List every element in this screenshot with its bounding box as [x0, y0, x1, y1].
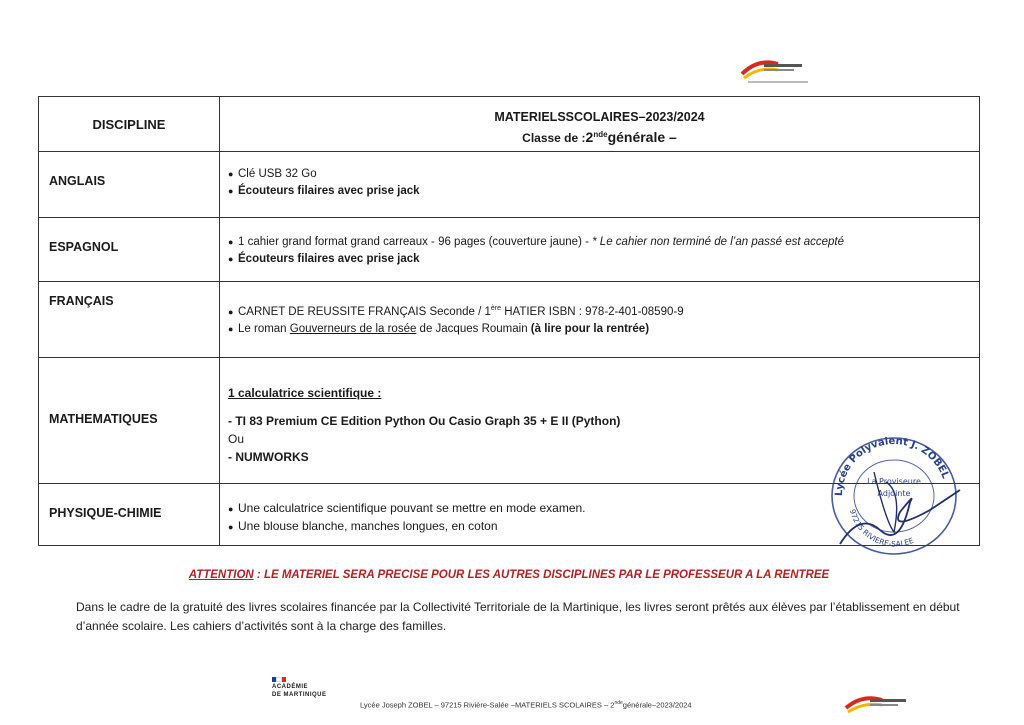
list-item	[228, 251, 971, 268]
info-paragraph: Dans le cadre de la gratuité des livres scolaires financée par la Collectivité Territoriale de la Martinique, les livres seront prêtés aux élèves par l’établissement en début d’année scolaire. Les cahiers d’activités sont à la charge des familles.	[76, 600, 960, 633]
school-logo-icon	[738, 52, 818, 88]
classe-prefix: Classe de :	[522, 130, 586, 145]
academie-line-1: ACADÉMIE	[272, 684, 309, 690]
discipline-label: ESPAGNOL	[49, 240, 119, 254]
academie-logo	[272, 677, 327, 698]
item-text: Écouteurs filaires avec prise jack	[238, 253, 420, 265]
stamp-inner-1: La Proviseure	[867, 477, 921, 486]
bullet-icon: ●	[228, 522, 234, 532]
bullet-icon: ●	[228, 237, 234, 247]
book-title: Gouverneurs de la rosée	[289, 322, 417, 335]
table-header-row	[39, 97, 980, 152]
attention-label: ATTENTION	[188, 569, 254, 581]
list-item	[228, 300, 971, 321]
academie-line-2: DE MARTINIQUE	[272, 692, 327, 698]
bullet-icon: ●	[228, 186, 234, 196]
maths-or: Ou	[228, 432, 245, 446]
attention-notice	[38, 569, 980, 581]
item-text: 1 cahier grand format grand carreaux - 96 pages (couverture jaune) -	[238, 236, 589, 248]
items-cell	[220, 152, 980, 218]
item-text: Une blouse blanche, manches longues, en coton	[238, 519, 498, 533]
bullet-icon: ●	[228, 254, 234, 264]
item-text: CARNET DE REUSSITE FRANÇAIS Seconde / 1	[238, 305, 491, 318]
discipline-name	[39, 218, 220, 282]
footer-sup: nde	[614, 700, 623, 706]
discipline-name	[39, 358, 220, 484]
bullet-icon: ●	[228, 504, 234, 514]
footer-year: générale–2023/2024	[622, 700, 692, 710]
maths-option-2: - NUMWORKS	[228, 450, 309, 464]
items-cell	[220, 282, 980, 358]
attention-text: : LE MATERIEL SERA PRECISE POUR LES AUTRES DISCIPLINES PAR LE PROFESSEUR A LA RENTREE	[253, 569, 830, 581]
stamp-inner-2: Adjointe	[877, 489, 911, 498]
item-author: de Jacques Roumain	[416, 322, 531, 335]
stamp-bottom-text: 97215 RIVIERE-SALEE	[847, 508, 915, 549]
item-text: Clé USB 32 Go	[238, 168, 317, 180]
classe-line	[220, 129, 979, 145]
list-item	[228, 234, 971, 251]
item-text: Écouteurs filaires avec prise jack	[238, 185, 420, 197]
french-flag-icon	[272, 677, 286, 682]
list-item	[228, 321, 971, 338]
discipline-label: FRANÇAIS	[49, 294, 114, 308]
discipline-label: ANGLAIS	[49, 174, 106, 188]
table-row-espagnol	[39, 218, 980, 282]
discipline-label: PHYSIQUE-CHIMIE	[49, 506, 162, 520]
item-isbn: HATIER ISBN : 978-2-401-08590-9	[501, 305, 684, 318]
school-stamp-icon	[820, 432, 968, 558]
discipline-name	[39, 152, 220, 218]
title-cell	[220, 97, 980, 152]
item-text: Le roman	[238, 322, 290, 335]
classe-name: générale –	[607, 128, 677, 145]
bullet-icon: ●	[228, 306, 234, 317]
item-note: * Le cahier non terminé de l’an passé est accepté	[592, 236, 845, 248]
item-sup: ère	[490, 305, 501, 312]
list-item	[228, 183, 971, 200]
discipline-name	[39, 484, 220, 546]
table-row-francais	[39, 282, 980, 358]
stamp-ring-text: Lycée Polyvalent J. ZOBEL	[833, 435, 951, 497]
list-item	[228, 166, 971, 183]
classe-num: 2	[585, 128, 594, 145]
item-text: Une calculatrice scientifique pouvant se mettre en mode examen.	[238, 501, 586, 515]
items-cell	[220, 218, 980, 282]
bullet-icon: ●	[228, 323, 234, 334]
footer-text: Lycée Joseph ZOBEL – 97215 Rivière-Salée –MATERIELS SCOLAIRES – 2	[360, 700, 615, 710]
discipline-label: MATHEMATIQUES	[49, 412, 158, 426]
bullet-icon: ●	[228, 169, 234, 179]
school-logo-footer-icon	[842, 690, 922, 720]
table-row-anglais	[39, 152, 980, 218]
maths-heading: 1 calculatrice scientifique :	[228, 386, 382, 400]
maths-option-1: - TI 83 Premium CE Edition Python Ou Casio Graph 35 + E II (Python)	[228, 414, 621, 428]
page-footer	[360, 700, 692, 710]
item-note: (à lire pour la rentrée)	[530, 322, 650, 335]
discipline-header: DISCIPLINE	[39, 97, 220, 152]
document-title: MATERIELSSCOLAIRES–2023/2024	[494, 109, 705, 124]
discipline-name	[39, 282, 220, 358]
classe-sup: nde	[593, 129, 608, 139]
spacer	[228, 402, 971, 412]
